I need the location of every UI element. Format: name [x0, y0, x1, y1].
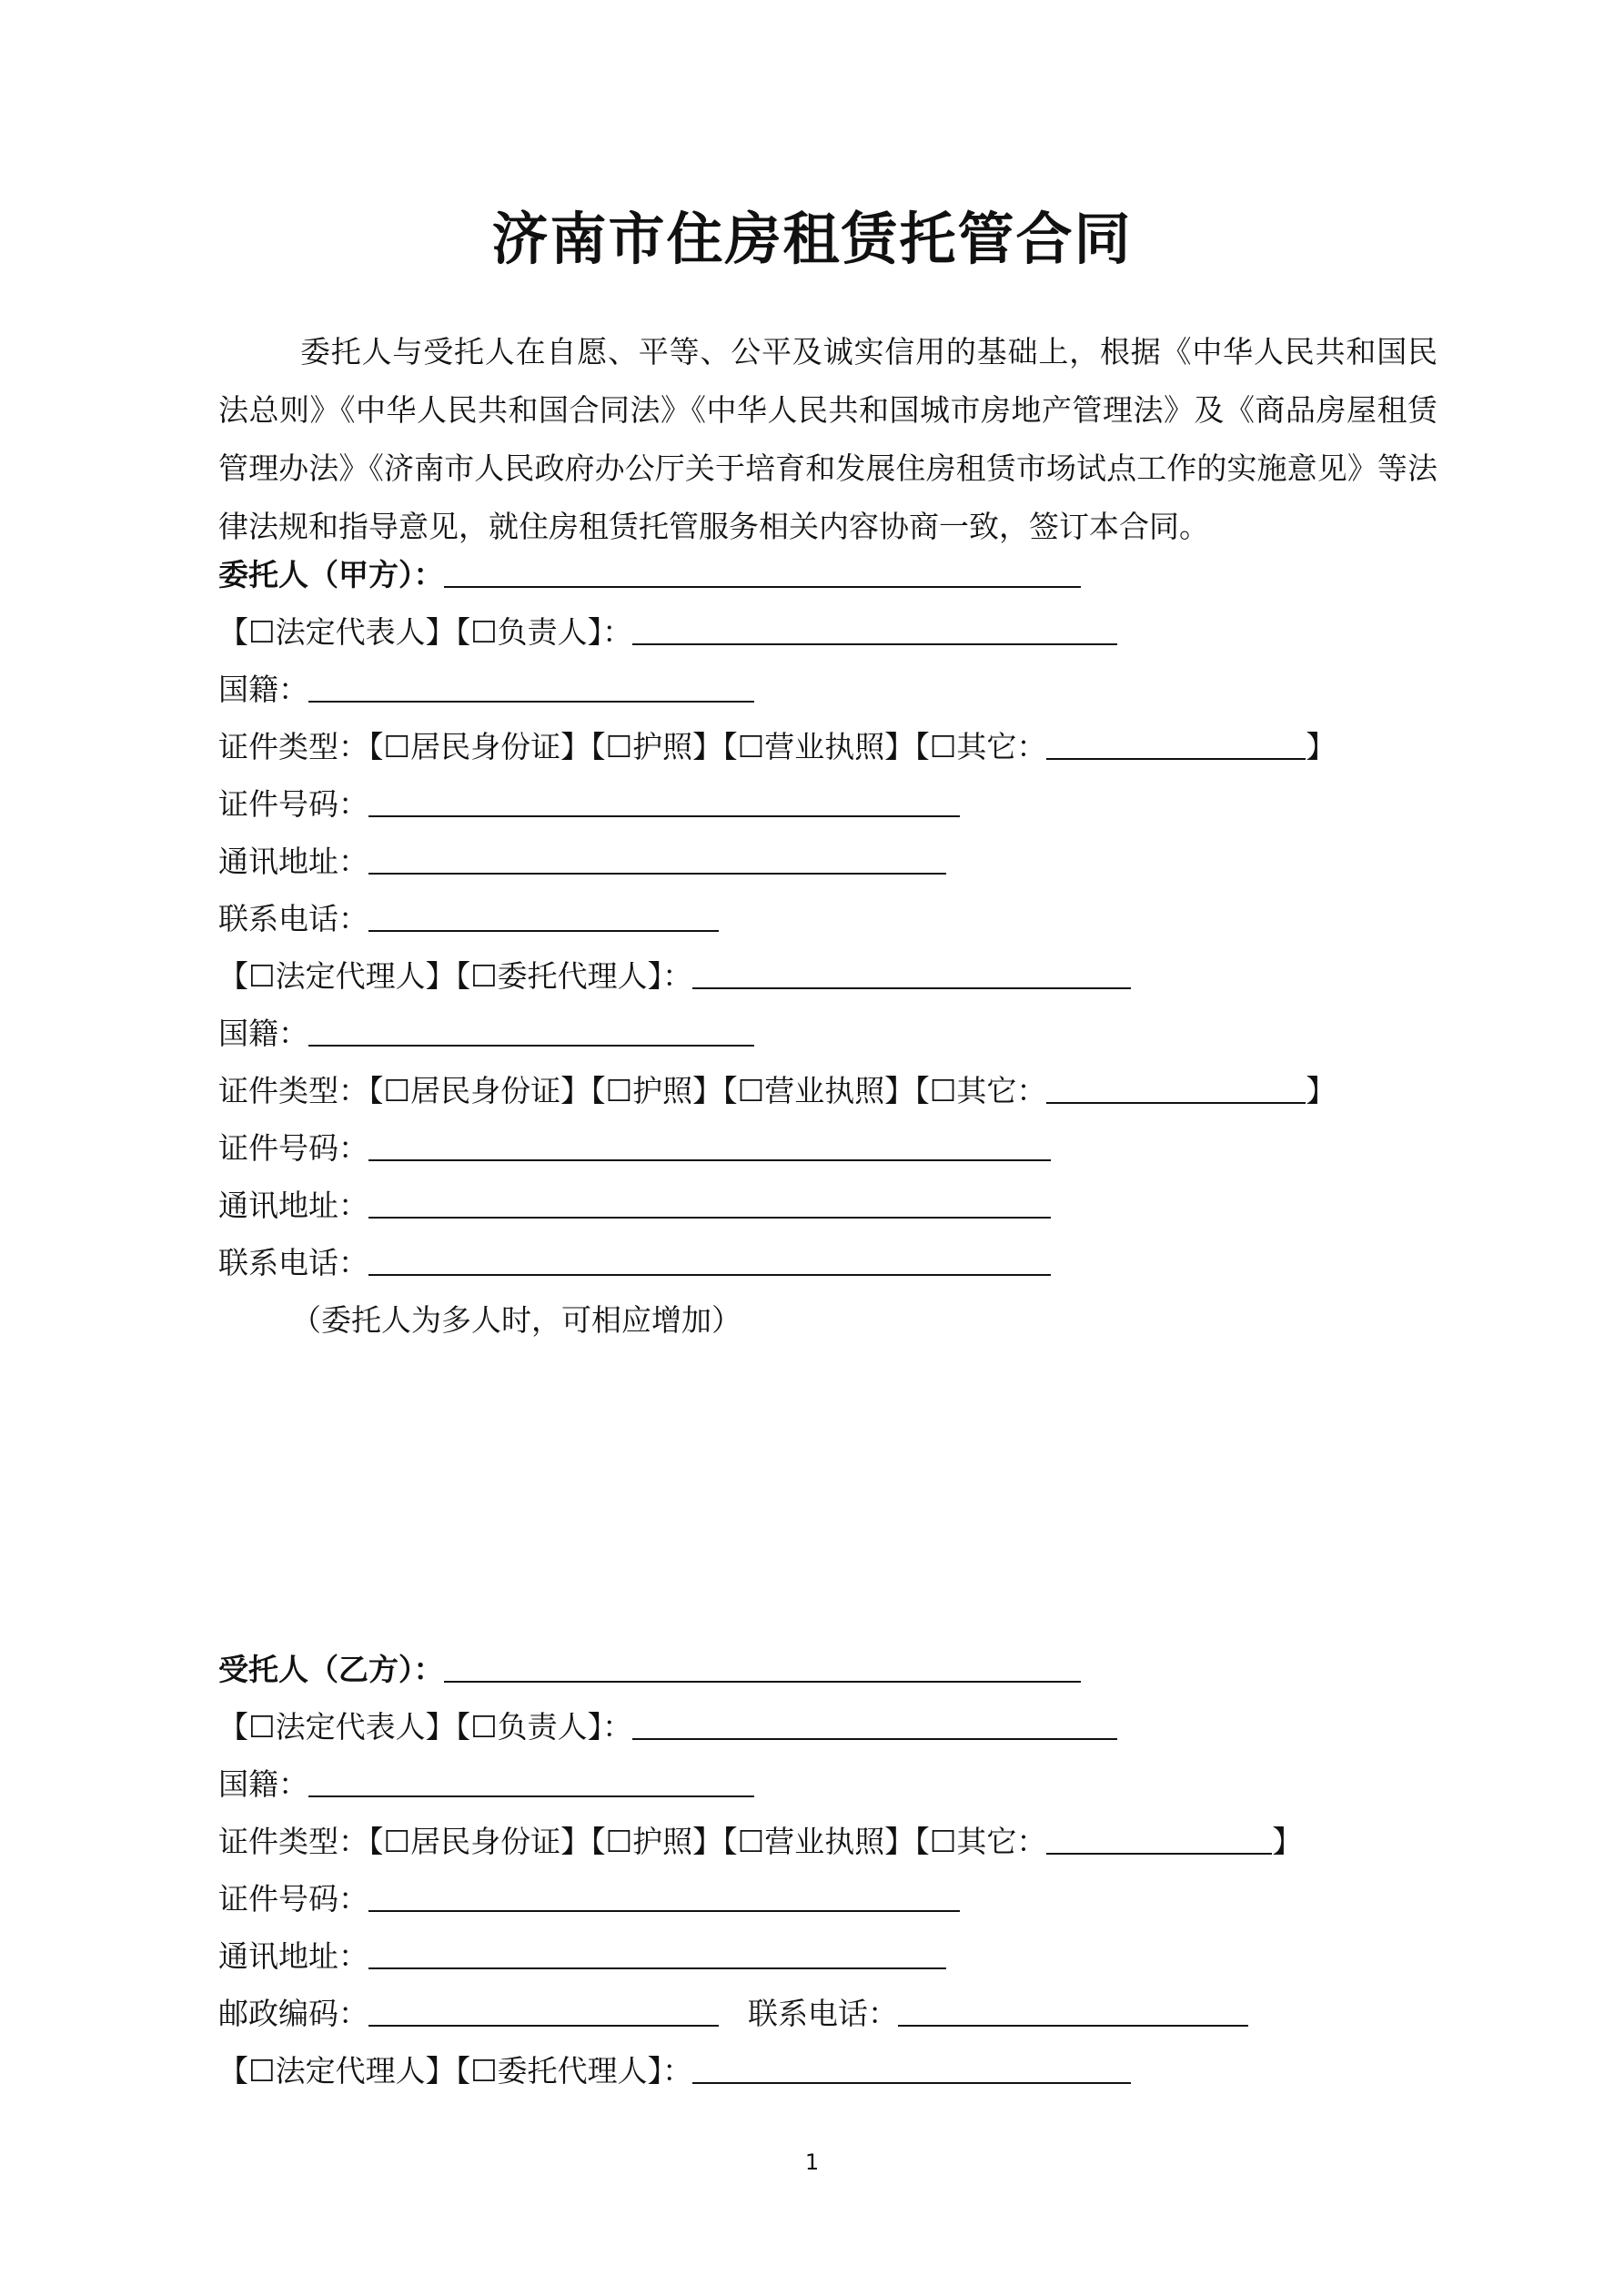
id-type-close: 】 — [1306, 729, 1337, 764]
principal-nationality-line — [218, 670, 754, 710]
nationality-blank[interactable] — [308, 673, 754, 703]
agent-label: 【☐法定代理人】【☐委托代理人】： — [218, 958, 693, 994]
principal-representative-line — [218, 612, 1117, 652]
address-blank[interactable] — [368, 1189, 1051, 1219]
phone-blank[interactable] — [368, 903, 719, 932]
page-number: 1 — [804, 2149, 820, 2175]
agent-phone-line — [218, 1243, 1051, 1283]
trustee-agent-line — [218, 2051, 1131, 2091]
id-number-label: 证件号码： — [218, 1881, 368, 1917]
representative-blank[interactable] — [632, 616, 1117, 645]
principal-label: 委托人（甲方）： — [218, 557, 444, 592]
id-type-other-blank[interactable] — [1046, 1075, 1306, 1104]
nationality-blank[interactable] — [308, 1768, 754, 1797]
trustee-line — [218, 1650, 1081, 1690]
id-number-blank[interactable] — [368, 1883, 960, 1912]
multi-principal-note: （委托人为多人时，可相应增加） — [291, 1302, 741, 1338]
trustee-id-type-line — [218, 1822, 1302, 1862]
id-type-label: 证件类型：【☐居民身份证】【☐护照】【☐营业执照】【☐其它： — [218, 729, 1047, 764]
trustee-nationality-line — [218, 1765, 754, 1805]
principal-id-number-line — [218, 784, 960, 824]
phone-label: 联系电话： — [218, 1245, 368, 1280]
agent-id-number-line — [218, 1128, 1051, 1168]
representative-label: 【☐法定代表人】【☐负责人】： — [218, 1709, 633, 1745]
phone-blank[interactable] — [368, 1247, 1051, 1276]
principal-id-type-line — [218, 727, 1336, 767]
trustee-representative-line — [218, 1707, 1117, 1747]
principal-phone-line — [218, 899, 719, 939]
id-type-close: 】 — [1272, 1824, 1303, 1859]
nationality-blank[interactable] — [308, 1017, 754, 1047]
agent-label: 【☐法定代理人】【☐委托代理人】： — [218, 2053, 693, 2089]
agent-id-type-line — [218, 1071, 1336, 1111]
agent-blank[interactable] — [692, 2055, 1131, 2084]
id-number-label: 证件号码： — [218, 1130, 368, 1166]
nationality-label: 国籍： — [218, 672, 308, 707]
id-number-blank[interactable] — [368, 1132, 1051, 1161]
agent-address-line — [218, 1186, 1051, 1226]
phone-label: 联系电话： — [748, 1996, 898, 2031]
id-type-label: 证件类型：【☐居民身份证】【☐护照】【☐营业执照】【☐其它： — [218, 1073, 1047, 1108]
id-number-label: 证件号码： — [218, 786, 368, 822]
phone-label: 联系电话： — [218, 901, 368, 936]
nationality-label: 国籍： — [218, 1766, 308, 1802]
address-label: 通讯地址： — [218, 1188, 368, 1223]
principal-address-line — [218, 842, 946, 882]
id-type-close: 】 — [1306, 1073, 1337, 1108]
trustee-postal-phone-line — [218, 1994, 1248, 2034]
id-type-label: 证件类型：【☐居民身份证】【☐护照】【☐营业执照】【☐其它： — [218, 1824, 1047, 1859]
id-type-other-blank[interactable] — [1046, 1826, 1272, 1855]
address-blank[interactable] — [368, 845, 946, 875]
address-blank[interactable] — [368, 1940, 946, 1969]
nationality-label: 国籍： — [218, 1016, 308, 1051]
intro-paragraph: 委托人与受托人在自愿、平等、公平及诚实信用的基础上，根据《中华人民共和国民法总则》《中华人民共和国合同法》《中华人民共和国城市房地产管理法》及《商品房屋租赁管理办法》《济南市人民政府办公厅关于培育和发展住房租赁市场试点工作的实施意见》等法律法规和指导意见，就住房租赁托管服务相关内容协商一致，签订本合同。 — [218, 334, 1437, 544]
phone-blank[interactable] — [898, 1998, 1248, 2027]
trustee-label: 受托人（乙方）： — [218, 1652, 444, 1687]
representative-blank[interactable] — [632, 1711, 1117, 1740]
agent-blank[interactable] — [692, 960, 1131, 989]
trustee-blank[interactable] — [444, 1654, 1081, 1683]
trustee-id-number-line — [218, 1879, 960, 1919]
trustee-address-line — [218, 1937, 946, 1977]
postal-label: 邮政编码： — [218, 1996, 368, 2031]
agent-nationality-line — [218, 1014, 754, 1054]
address-label: 通讯地址： — [218, 844, 368, 879]
principal-line — [218, 555, 1081, 595]
document-title: 济南市住房租赁托管合同 — [491, 206, 1133, 272]
id-type-other-blank[interactable] — [1046, 731, 1306, 760]
principal-blank[interactable] — [444, 559, 1081, 588]
address-label: 通讯地址： — [218, 1938, 368, 1974]
representative-label: 【☐法定代表人】【☐负责人】： — [218, 614, 633, 650]
principal-agent-line — [218, 956, 1131, 996]
postal-blank[interactable] — [368, 1998, 719, 2027]
id-number-blank[interactable] — [368, 788, 960, 817]
